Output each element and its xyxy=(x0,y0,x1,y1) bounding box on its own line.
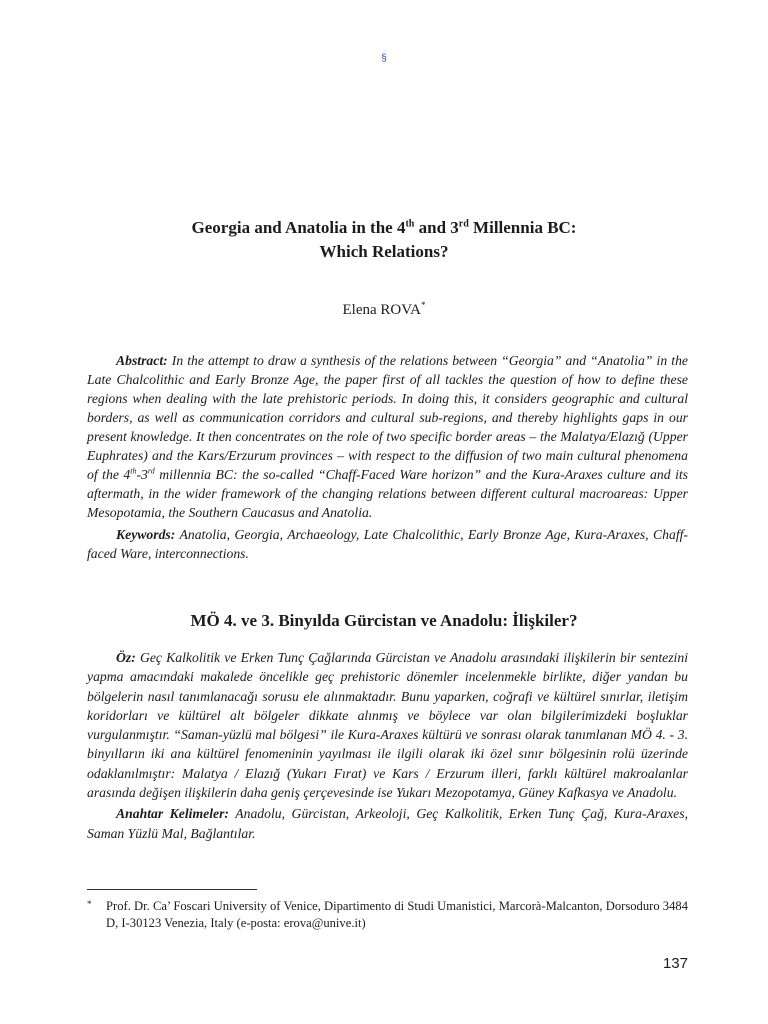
footnote-text: Prof. Dr. Ca’ Foscari University of Venice, Dipartimento di Studi Umanistici, Marcorà-Malcanton, Dorsoduro 3484 D, I-30123 Venezia, Italy (e-posta: erova@unive.it) xyxy=(106,899,688,930)
turkish-title: MÖ 4. ve 3. Binyılda Gürcistan ve Anadolu: İlişkiler? xyxy=(190,611,578,630)
oz-label: Öz: xyxy=(116,650,136,665)
turkish-keywords-text: Anadolu, Gürcistan, Arkeoloji, Geç Kalkolitik, Erken Tunç Çağ, Kura-Araxes, Saman Yüzlü Mal, Bağlantılar. xyxy=(87,806,688,841)
abstract-label: Abstract: xyxy=(116,353,168,368)
abstract-text-1: In the attempt to draw a synthesis of the relations between “Georgia” and “Anatolia” in the Late Chalcolithic and Early Bronze Age, the paper first of all tackles the question of how to define these regions when dealing with the late prehistoric periods. In doing this, it considers geographic and cultural borders, as well as communication corridors and cultural sub-regions, and thereby highlights gaps in our present knowledge. It then concentrates on the role of two specific border areas – the Malatya/Elazığ (Upper Euphrates) and the Kars/Erzurum provinces – with respect to the diffusion of two main cultural phenomena of the 4 xyxy=(87,353,688,482)
title-text-2: and 3 xyxy=(414,218,459,237)
author-name: Elena ROVA xyxy=(342,302,421,318)
abstract-section xyxy=(87,351,688,563)
title-text-1: Georgia and Anatolia in the 4 xyxy=(191,218,406,237)
title-sup-1: th xyxy=(405,218,415,230)
abstract-paragraph xyxy=(87,351,688,522)
footnote-mark: * xyxy=(87,899,92,909)
abstract-sup-2: rd xyxy=(147,466,155,476)
title-line-2: Which Relations? xyxy=(319,242,449,261)
keywords-label: Keywords: xyxy=(116,527,176,542)
oz-paragraph xyxy=(87,648,688,802)
abstract-text-2: -3 xyxy=(136,467,148,482)
keywords-paragraph xyxy=(87,525,688,563)
title-text-3: Millennia BC: xyxy=(468,218,577,237)
abstract-text-3: millennia BC: the so-called “Chaff-Faced Ware horizon” and the Kura-Araxes culture and its aftermath, in the wider framework of the changing relations between different cultural macroareas: Upper Mesopotamia, the Southern Caucasus and Anatolia. xyxy=(87,467,688,520)
author-footnote-mark: * xyxy=(420,300,426,310)
abstract-sup-1: th xyxy=(130,466,137,476)
keywords-text: Anatolia, Georgia, Archaeology, Late Chalcolithic, Early Bronze Age, Kura-Araxes, Chaff-faced Ware, interconnections. xyxy=(87,527,688,561)
turkish-keywords-paragraph xyxy=(87,804,688,843)
oz-text: Geç Kalkolitik ve Erken Tunç Çağlarında Gürcistan ve Anadolu arasındaki ilişkilerin bir sentezini yapma amacındaki makalede öncelikle geç prehistoric dönemler incelenmekle birlikte, diğer yandan bu bölgelerin nasıl tanımlanacağı sorusu ele alınmaktadır. Bunu yaparken, coğrafi ve kültürel sınırlar, iletişim koridorları ve kültürel alt bölgeler dikkate alınmış ve böylece var olan bilgilerimizdeki boşluklar vurgulanmıştır. “Saman-yüzlü mal bölgesi” ile Kura-Araxes kültürü ve sonrası olarak tanımlanan MÖ 4. - 3. binyılların iki ana kültürel fenomeninin yayılması ile ilgili olarak iki özel sınır bölgesinin rolü üzerinde odaklanılmıştır: Malatya / Elazığ (Yukarı Fırat) ve Kars / Erzurum illeri, farklı kültürel makroalanlar arasında değişen ilişkilerin daha geniş çerçevesinde ise Yukarı Mezopotamya, Güney Kafkasya ve Anadolu. xyxy=(87,650,688,801)
title-sup-2: rd xyxy=(458,218,469,230)
title-line-1 xyxy=(80,216,688,240)
article-title xyxy=(80,216,688,264)
footnote xyxy=(87,898,688,932)
turkish-keywords-label: Anahtar Kelimeler: xyxy=(116,806,229,822)
header-mark: § xyxy=(381,53,387,64)
turkish-abstract-section xyxy=(87,648,688,843)
page-number: 137 xyxy=(662,955,688,972)
footnote-rule xyxy=(87,889,257,890)
author-line xyxy=(80,300,688,319)
